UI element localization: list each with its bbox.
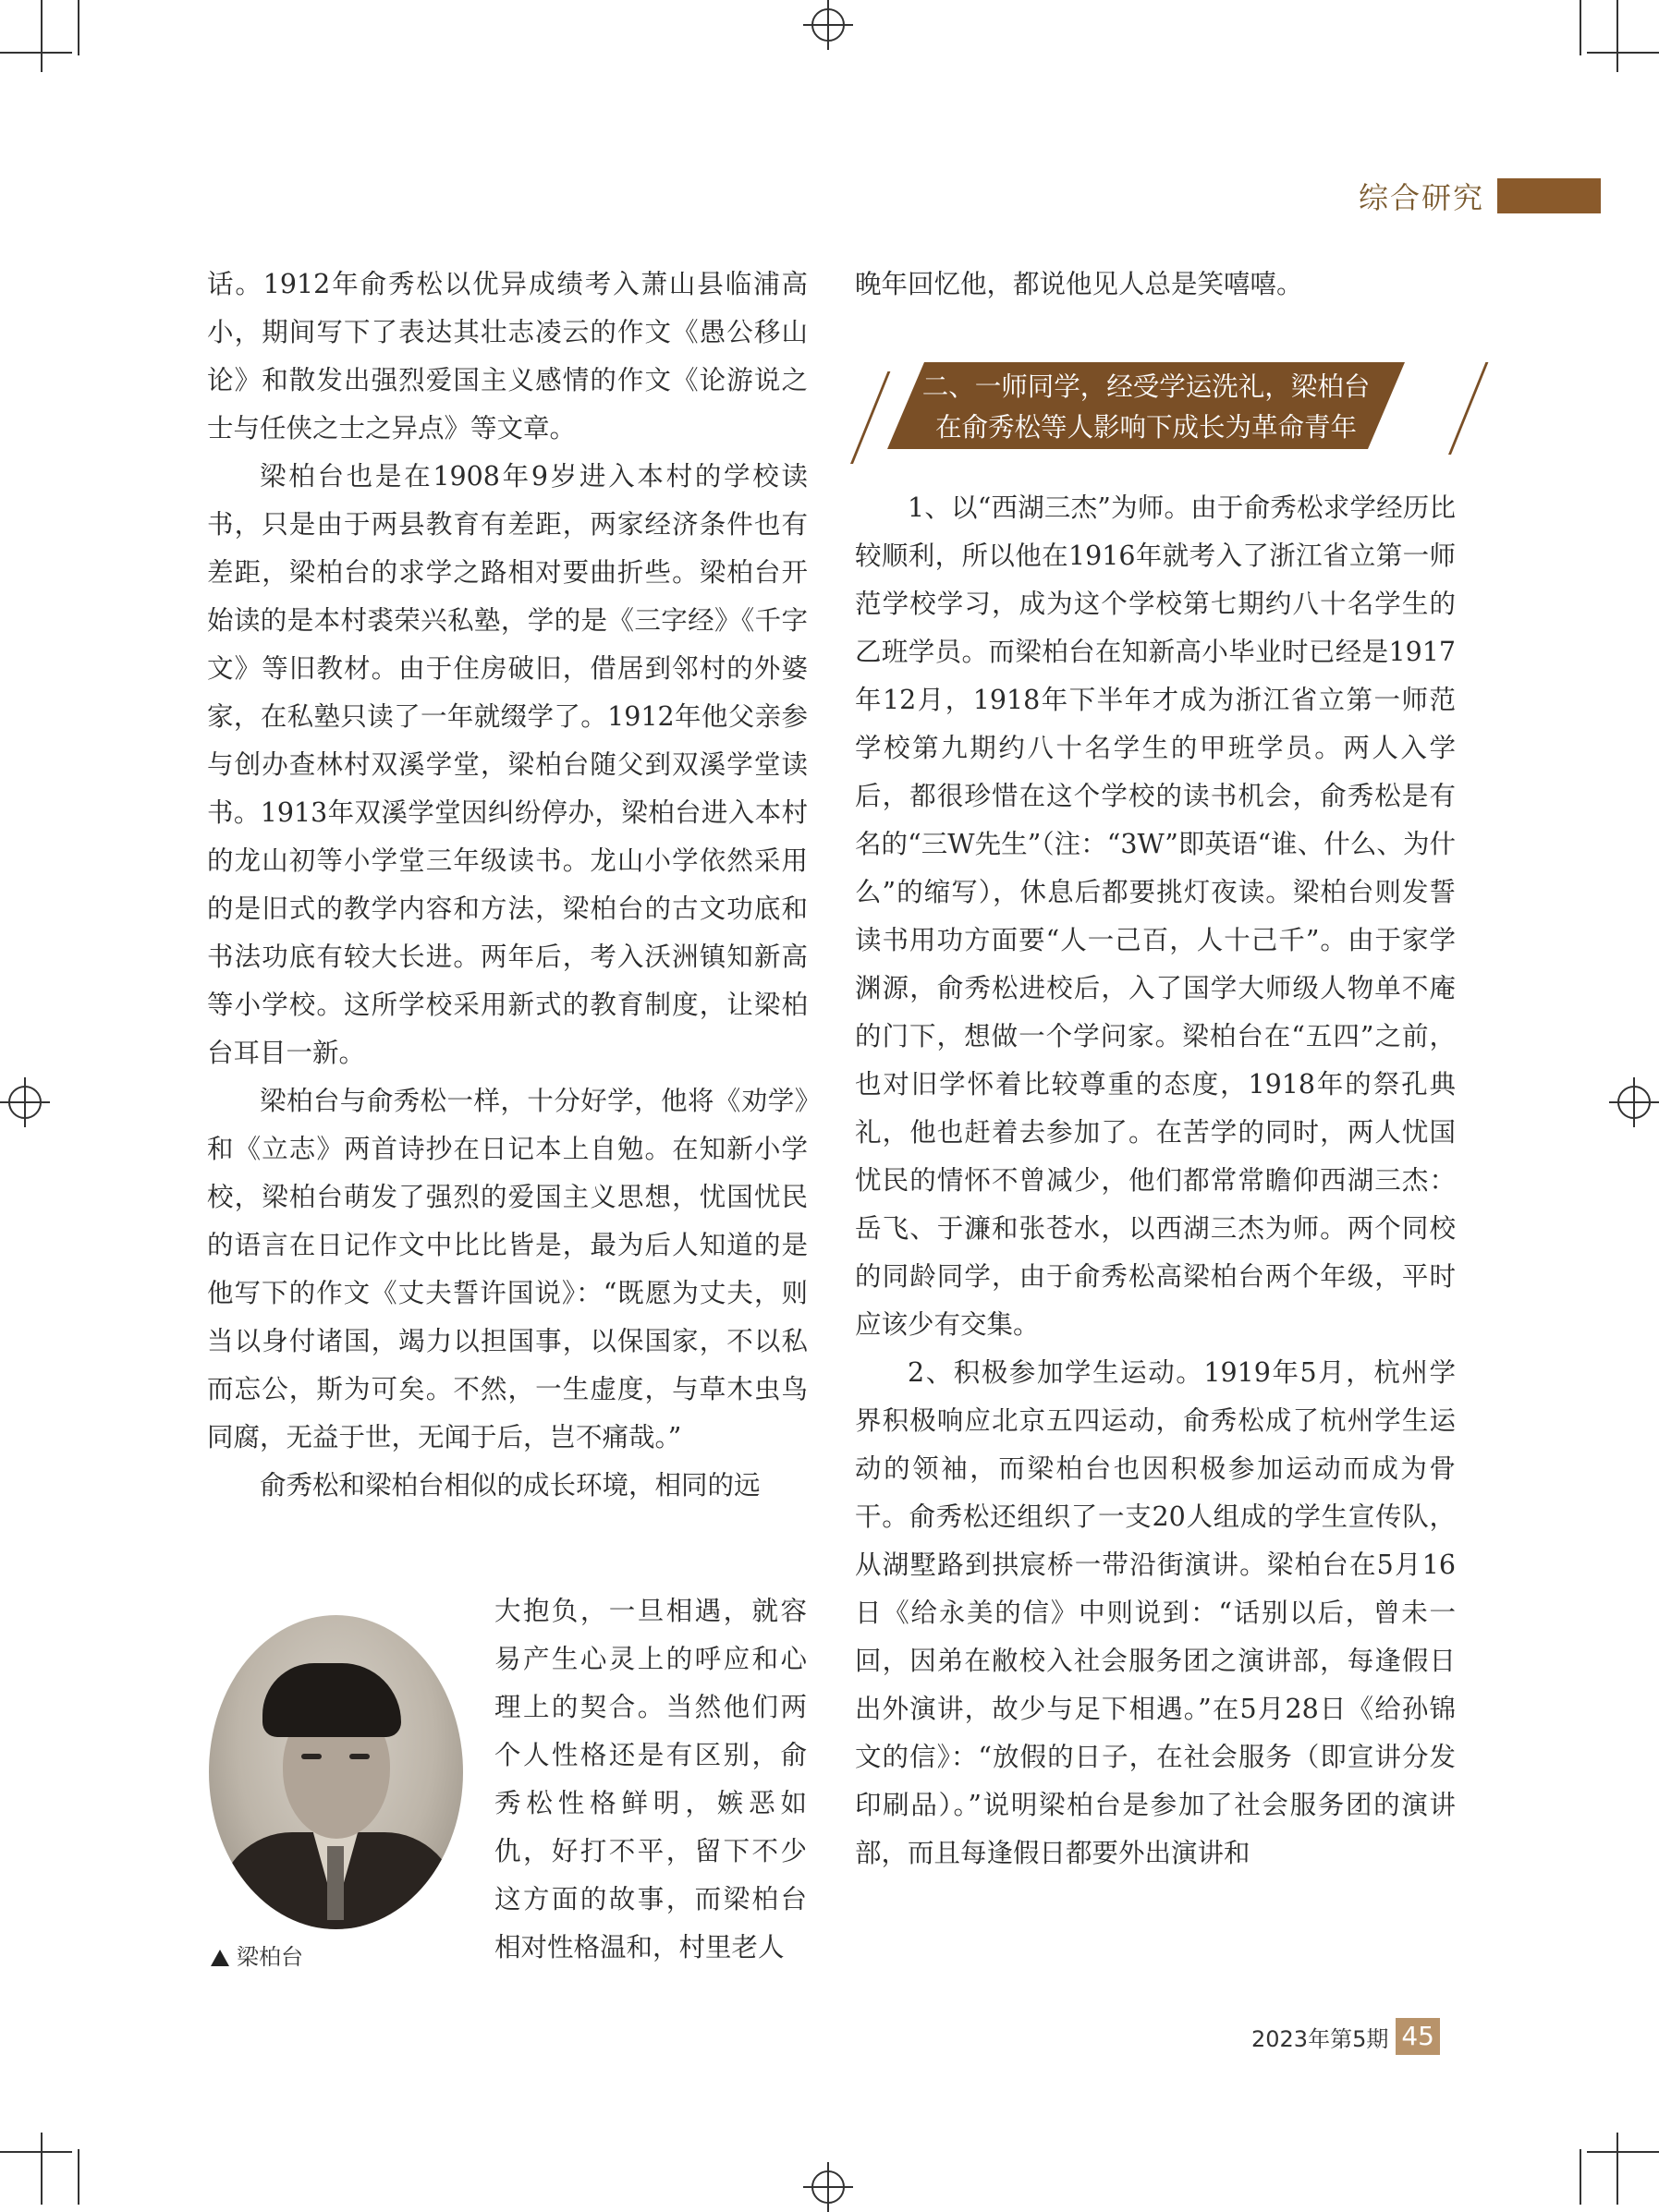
crop-mark — [1580, 2149, 1581, 2205]
paragraph: 大抱负，一旦相遇，就容易产生心灵上的呼应和心理上的契合。当然他们两个人性格还是有区别，俞秀松性格鲜明，嫉恶如仇，好打不平，留下不少这方面的故事，而梁柏台相对性格温和，村里老人 — [494, 1596, 807, 1963]
heading-line-2: 在俞秀松等人影响下成长为革命青年 — [934, 412, 1357, 443]
crop-mark — [1587, 2151, 1659, 2153]
caption-text: 梁柏台 — [237, 1944, 303, 1970]
crop-mark — [1580, 0, 1581, 55]
crop-mark — [1616, 2133, 1618, 2205]
section-bar — [1497, 178, 1601, 213]
page-number: 45 — [1396, 2018, 1440, 2055]
crop-mark — [0, 2151, 72, 2153]
registration-mark — [1609, 1077, 1659, 1127]
portrait-photo — [209, 1615, 463, 1929]
crop-mark — [78, 2149, 79, 2205]
paragraph: 梁柏台也是在1908年9岁进入本村的学校读书，只是由于两县教育有差距，两家经济条件也有差距，梁柏台的求学之路相对要曲折些。梁柏台开始读的是本村裘荣兴私塾，学的是《三字经》《千字文》等旧教材。由于住房破旧，借居到邻村的外婆家，在私塾只读了一年就缀学了。1912年他父亲参与创办查林村双溪学堂，梁柏台随父到双溪学堂读书。1913年双溪学堂因纠纷停办，梁柏台进入本村的龙山初等小学堂三年级读书。龙山小学依然采用的是旧式的教学内容和方法，梁柏台的古文功底和书法功底有较大长进。两年后，考入沃洲镇知新高等小学校。这所学校采用新式的教育制度，让梁柏台耳目一新。 — [207, 461, 808, 1068]
crop-mark — [1587, 52, 1659, 54]
crop-mark — [41, 0, 43, 72]
heading-line-1: 二、一师同学，经受学运洗礼，梁柏台 — [921, 371, 1371, 402]
registration-mark — [0, 1077, 50, 1127]
paragraph: 2、积极参加学生运动。1919年5月，杭州学界积极响应北京五四运动，俞秀松成了杭州学生运动的领袖，而梁柏台也因积极参加运动而成为骨干。俞秀松还组织了一支20人组成的学生宣传队，从湖墅路到拱宸桥一带沿街演讲。梁柏台在5月16日《给永美的信》中则说到：“话别以后，曾未一回，因弟在敝校入社会服务团之演讲部，每逢假日出外演讲，故少与足下相遇。”在5月28日《给孙锦文的信》：“放假的日子，在社会服务（即宣讲分发印刷品）。”说明梁柏台是参加了社会服务团的演讲部，而且每逢假日都要外出演讲和 — [855, 1357, 1456, 1868]
paragraph: 话。1912年俞秀松以优异成绩考入萧山县临浦高小，期间写下了表达其壮志凌云的作文《愚公移山论》和散发出强烈爱国主义感情的作文《论游说之士与任侠之士之异点》等文章。 — [207, 269, 808, 444]
registration-mark — [803, 0, 853, 50]
section-tag — [1359, 176, 1601, 216]
paragraph: 俞秀松和梁柏台相似的成长环境，相同的远 — [260, 1470, 761, 1501]
photo-caption — [211, 1939, 303, 1971]
crop-mark — [41, 2133, 43, 2205]
section-heading — [850, 362, 1460, 449]
crop-mark — [78, 0, 79, 55]
right-column — [855, 261, 1456, 309]
paragraph: 梁柏台与俞秀松一样，十分好学，他将《劝学》和《立志》两首诗抄在日记本上自勉。在知新小学校，梁柏台萌发了强烈的爱国主义思想，忧国忧民的语言在日记作文中比比皆是，最为后人知道的是他写下的作文《丈夫誓许国说》：“既愿为丈夫，则当以身付诸国，竭力以担国事，以保国家，不以私而忘公，斯为可矣。不然，一生虚度，与草木虫鸟同腐，无益于世，无闻于后，岂不痛哉。” — [207, 1086, 808, 1452]
page-footer — [1251, 2018, 1440, 2055]
crop-mark — [0, 52, 72, 54]
triangle-icon — [211, 1950, 229, 1966]
crop-mark — [1616, 0, 1618, 72]
paragraph: 1、以“西湖三杰”为师。由于俞秀松求学经历比较顺利，所以他在1916年就考入了浙江省立第一师范学校学习，成为这个学校第七期约八十名学生的乙班学员。而梁柏台在知新高小毕业时已经是1917年12月，1918年下半年才成为浙江省立第一师范学校第九期约八十名学生的甲班学员。两人入学后，都很珍惜在这个学校的读书机会，俞秀松是有名的“三W先生”（注：“3W”即英语“谁、什么、为什么”的缩写），休息后都要挑灯夜读。梁柏台则发誓读书用功方面要“人一己百，人十己千”。由于家学渊源，俞秀松进校后，入了国学大师级人物单不庵的门下，想做一个学问家。梁柏台在“五四”之前，也对旧学怀着比较尊重的态度，1918年的祭孔典礼，他也赶着去参加了。在苦学的同时，两人忧国忧民的情怀不曾减少，他们都常常瞻仰西湖三杰：岳飞、于濂和张苍水，以西湖三杰为师。两个同校的同龄同学，由于俞秀松高梁柏台两个年级，平时应该少有交集。 — [855, 492, 1456, 1340]
issue-label: 2023年第5期 — [1251, 2025, 1389, 2052]
wrapped-text — [494, 1587, 807, 1972]
left-column — [207, 261, 808, 1510]
section-title: 综合研究 — [1359, 180, 1485, 215]
paragraph: 晚年回忆他，都说他见人总是笑嘻嘻。 — [855, 269, 1303, 299]
right-column-body — [855, 484, 1456, 1878]
